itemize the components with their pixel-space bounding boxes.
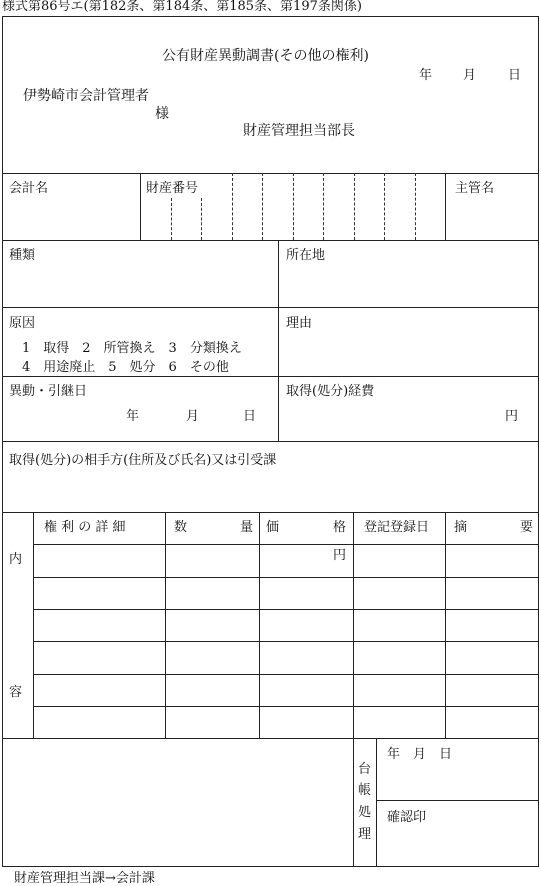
divider bbox=[140, 173, 141, 240]
cause-label: 原因 bbox=[9, 316, 36, 331]
digit-divider bbox=[354, 173, 355, 240]
digit-divider bbox=[415, 173, 416, 240]
ledger-label-char: 処 bbox=[358, 805, 372, 820]
divider bbox=[2, 307, 539, 308]
divider bbox=[33, 512, 34, 738]
counterparty-label: 取得(処分)の相手方(住所及び氏名)又は引受課 bbox=[9, 453, 277, 468]
transfer-date-label: 異動・引継日 bbox=[9, 384, 88, 399]
cause-options-line1: 1 取得 2 所管換え 3 分類換え bbox=[22, 341, 242, 356]
ledger-label-char: 台 bbox=[358, 762, 372, 777]
column-header-remarks: 摘 bbox=[454, 520, 468, 535]
divider bbox=[445, 173, 446, 240]
digit-divider bbox=[232, 173, 233, 240]
date-month-label: 月 bbox=[463, 68, 477, 83]
column-header-registration-date: 登記登録日 bbox=[364, 520, 430, 535]
ledger-date-label: 年 月 日 bbox=[387, 747, 453, 762]
date-year-label: 年 bbox=[419, 68, 433, 83]
location-label: 所在地 bbox=[286, 248, 326, 263]
honorific: 様 bbox=[155, 106, 169, 122]
divider bbox=[376, 738, 377, 867]
column-header-price: 価 bbox=[266, 520, 280, 535]
divider bbox=[278, 240, 279, 441]
divider bbox=[2, 738, 539, 739]
form-code: 様式第86号エ(第182条、第184条、第185条、第197条関係) bbox=[2, 0, 362, 14]
divider bbox=[353, 512, 354, 738]
divider bbox=[2, 512, 539, 513]
divider bbox=[2, 173, 539, 174]
ledger-label-char: 理 bbox=[358, 827, 372, 842]
column-header-quantity: 数 bbox=[174, 520, 188, 535]
supervisor-label: 主管名 bbox=[455, 181, 495, 196]
column-header-price: 格 bbox=[333, 520, 347, 535]
routing-note: 財産管理担当課→会計課 bbox=[14, 871, 155, 886]
side-label-bottom: 容 bbox=[9, 685, 23, 700]
digit-divider bbox=[262, 173, 263, 240]
divider bbox=[33, 609, 539, 610]
divider bbox=[2, 240, 539, 241]
date-day-label: 日 bbox=[508, 68, 522, 83]
sender: 財産管理担当部長 bbox=[243, 123, 355, 139]
divider bbox=[165, 512, 166, 738]
divider bbox=[33, 577, 539, 578]
transfer-day-label: 日 bbox=[243, 409, 257, 424]
divider bbox=[33, 706, 539, 707]
transfer-year-label: 年 bbox=[126, 409, 140, 424]
reason-label: 理由 bbox=[286, 316, 313, 331]
digit-divider bbox=[171, 198, 172, 240]
expense-label: 取得(処分)経費 bbox=[286, 384, 375, 399]
price-unit: 円 bbox=[333, 548, 347, 563]
property-number-label: 財産番号 bbox=[146, 181, 199, 196]
side-label-top: 内 bbox=[9, 552, 23, 567]
confirmation-seal-label: 確認印 bbox=[387, 810, 427, 825]
divider bbox=[33, 641, 539, 642]
column-header-rights-detail: 権 利 の 詳 細 bbox=[44, 520, 126, 535]
kind-label: 種類 bbox=[9, 248, 36, 263]
divider bbox=[445, 512, 446, 738]
divider bbox=[33, 544, 539, 545]
digit-divider bbox=[323, 173, 324, 240]
cause-options-line2: 4 用途廃止 5 処分 6 その他 bbox=[22, 360, 229, 375]
ledger-label-char: 帳 bbox=[358, 783, 372, 798]
divider bbox=[353, 738, 354, 867]
addressee: 伊勢崎市会計管理者 bbox=[23, 88, 149, 104]
transfer-month-label: 月 bbox=[186, 409, 200, 424]
divider bbox=[2, 376, 539, 377]
divider bbox=[376, 800, 539, 801]
digit-divider bbox=[201, 198, 202, 240]
divider bbox=[259, 512, 260, 738]
accounting-name-label: 会計名 bbox=[9, 181, 49, 196]
digit-divider bbox=[384, 173, 385, 240]
column-header-remarks: 要 bbox=[520, 520, 534, 535]
divider bbox=[33, 674, 539, 675]
digit-divider bbox=[293, 173, 294, 240]
expense-yen-unit: 円 bbox=[505, 409, 519, 424]
form-title: 公有財産異動調書(その他の権利) bbox=[162, 48, 369, 64]
divider bbox=[2, 441, 539, 442]
column-header-quantity: 量 bbox=[240, 520, 254, 535]
